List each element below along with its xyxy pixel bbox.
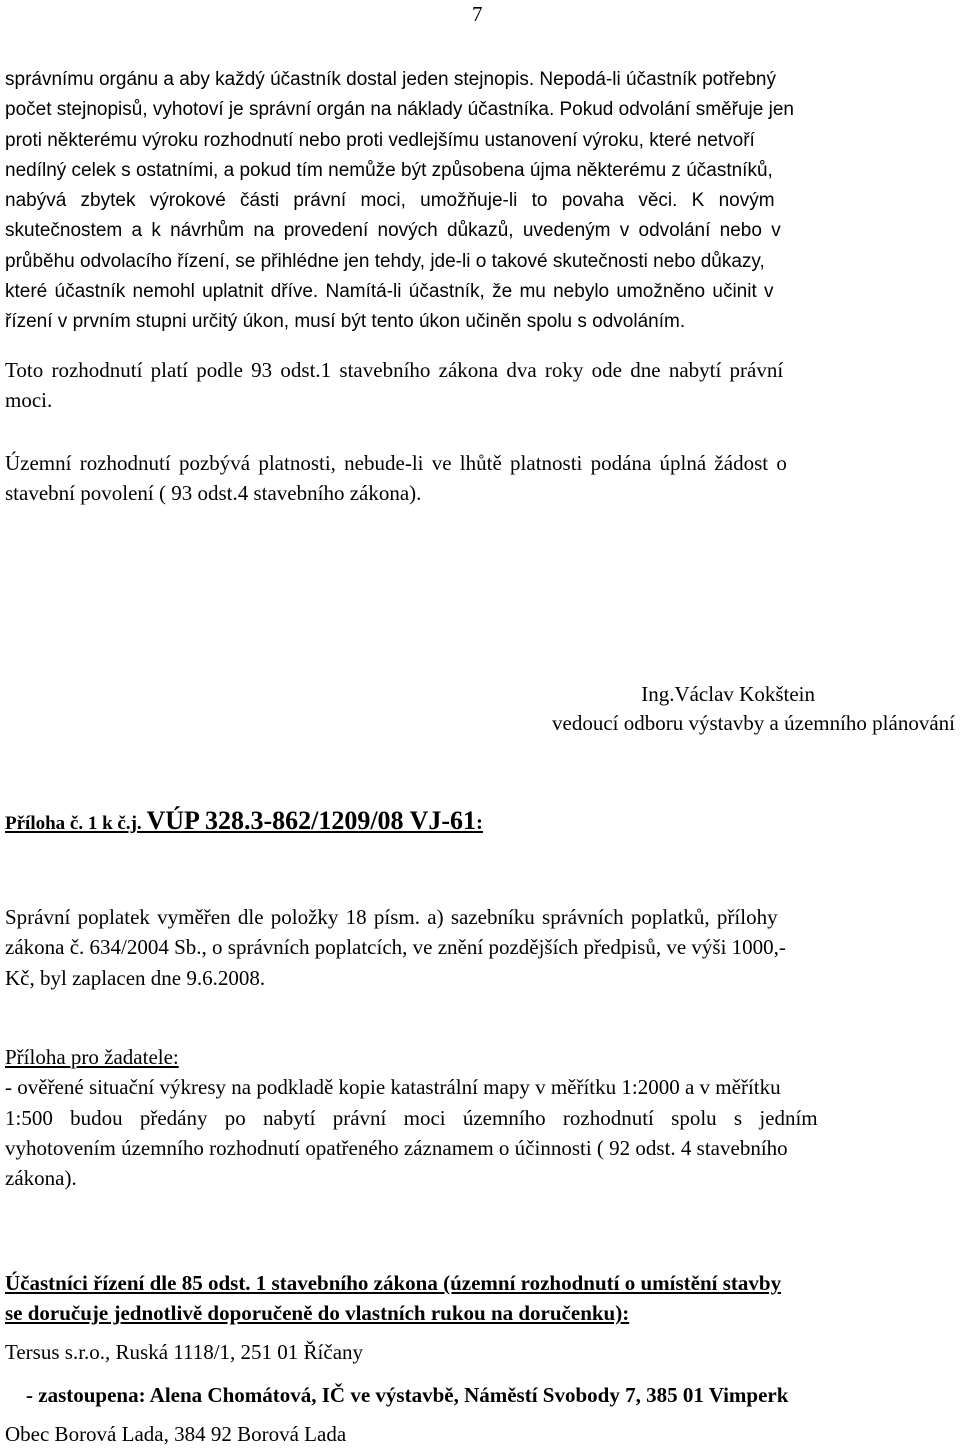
- text-line: Územní rozhodnutí pozbývá platnosti, nebude-li ve lhůtě platnosti podána úplná žádost o: [5, 451, 787, 475]
- fee-paragraph: [5, 902, 955, 993]
- text-line: vyhotovením územního rozhodnutí opatřeného záznamem o účinnosti ( 92 odst. 4 stavebního: [5, 1135, 788, 1160]
- text-line: se doručuje jednotlivě doporučeně do vlastních rukou na doručenku):: [5, 1301, 630, 1326]
- text-line: průběhu odvolacího řízení, se přihlédne jen tehdy, jde-li o takové skutečnosti nebo důkazy,: [5, 250, 765, 272]
- text-line: nedílný celek s ostatními, a pokud tím nemůže být způsobena újma některému z účastníků,: [5, 159, 773, 181]
- text-line: nabývá zbytek výrokové části právní moci, umožňuje-li to povaha věci. K novým: [5, 190, 775, 212]
- text-line: Účastníci řízení dle 85 odst. 1 stavebního zákona (územní rozhodnutí o umístění stavby: [5, 1271, 782, 1295]
- text-line: počet stejnopisů, vyhotoví je správní orgán na náklady účastníka. Pokud odvolání směřuje jen: [5, 99, 794, 121]
- participant-representative: - zastoupena: Alena Chomátová, IČ ve výstavbě, Náměstí Svobody 7, 385 01 Vimperk: [26, 1383, 789, 1407]
- text-line: zákona).: [5, 1166, 77, 1191]
- text-line: proti některému výroku rozhodnutí nebo proti vedlejšímu ustanovení výroku, které netvoří: [5, 129, 755, 151]
- annex-reference: VÚP 328.3-862/1209/08 VJ-61: [146, 806, 477, 835]
- text-line: Kč, byl zaplacen dne 9.6.2008.: [5, 965, 266, 990]
- annex-heading: [5, 806, 483, 836]
- annex-prefix: Příloha č. 1 k č.j.: [5, 813, 147, 834]
- participant-entry: Tersus s.r.o., Ruská 1118/1, 251 01 Říčany: [5, 1340, 364, 1364]
- signature-name: Ing.Václav Kokštein: [641, 682, 815, 706]
- page-number: 7: [472, 2, 483, 26]
- text-line: které účastník nemohl uplatnit dříve. Namítá-li účastník, že mu nebylo umožněno učinit v: [5, 281, 774, 303]
- text-line: stavební povolení ( 93 odst.4 stavebního zákona).: [5, 481, 422, 506]
- text-line: moci.: [5, 388, 53, 413]
- text-line: skutečnostem a k návrhům na provedení nových důkazů, uvedeným v odvolání nebo v: [5, 220, 781, 242]
- text-line: - ověřené situační výkresy na podkladě kopie katastrální mapy v měřítku 1:2000 a v měřítku: [5, 1075, 781, 1100]
- text-line: zákona č. 634/2004 Sb., o správních poplatcích, ve znění pozdějších předpisů, ve výši 1000,-: [5, 935, 786, 960]
- appeal-paragraph: [5, 65, 955, 338]
- annex-suffix: :: [476, 810, 484, 834]
- applicant-annex: [5, 1042, 955, 1193]
- participant-entry: Obec Borová Lada, 384 92 Borová Lada: [5, 1422, 347, 1446]
- applicant-annex-heading: Příloha pro žadatele:: [5, 1045, 179, 1069]
- text-line: správnímu orgánu a aby každý účastník dostal jeden stejnopis. Nepodá-li účastník potřebný: [5, 69, 777, 90]
- validity-paragraph: [5, 355, 955, 416]
- participants-heading: [5, 1268, 955, 1329]
- text-line: Toto rozhodnutí platí podle 93 odst.1 stavebního zákona dva roky ode dne nabytí právní: [5, 358, 784, 382]
- expiry-paragraph: [5, 448, 955, 509]
- signature-title: vedoucí odboru výstavby a územního plánování: [552, 711, 955, 735]
- signature-block: [552, 680, 955, 738]
- text-line: Správní poplatek vyměřen dle položky 18 písm. a) sazebníku správních poplatků, přílohy: [5, 905, 778, 929]
- text-line: 1:500 budou předány po nabytí právní moci územního rozhodnutí spolu s jedním: [5, 1105, 818, 1130]
- text-line: řízení v prvním stupni určitý úkon, musí být tento úkon učiněn spolu s odvoláním.: [5, 311, 686, 333]
